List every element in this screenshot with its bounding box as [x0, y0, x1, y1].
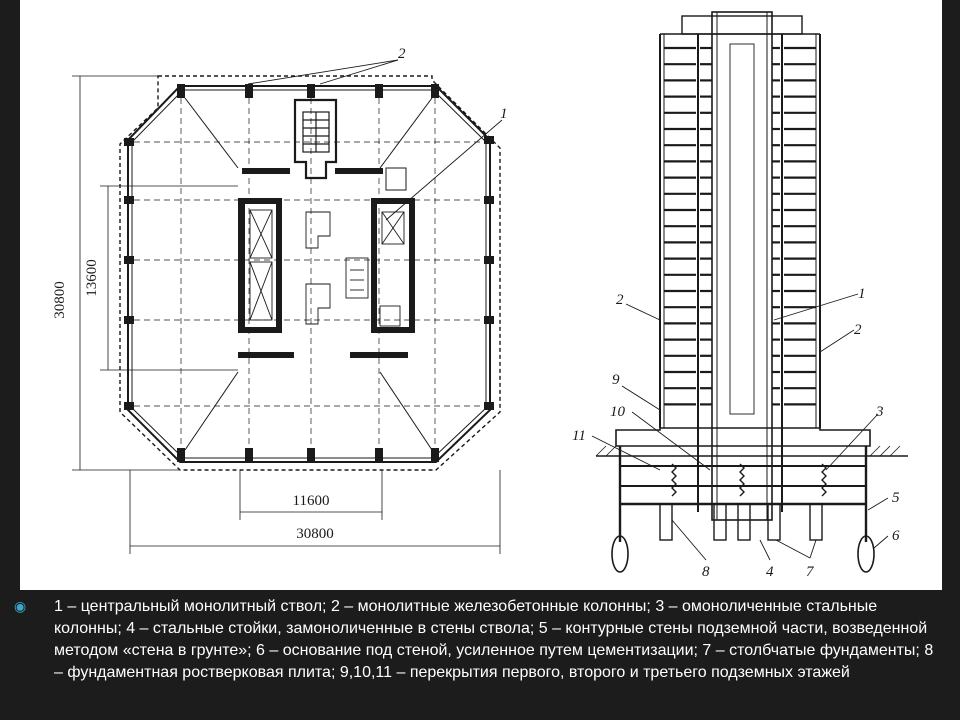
- dim-core-width: 11600: [292, 493, 330, 509]
- figure-panel: [20, 0, 942, 590]
- plan-label-1: 1: [500, 106, 508, 122]
- section-label-9: 9: [612, 372, 620, 388]
- section-label-10: 10: [610, 404, 625, 420]
- bullet-icon: ◉: [14, 598, 27, 614]
- building-section: [660, 12, 820, 520]
- section-label-1: 1: [858, 286, 866, 302]
- caption-text: 1 – центральный монолитный ствол; 2 – монолитные железобетонные колонны; 3 – омоноличенные стальные колонны; 4 – стальные стойки, замоноличенные в стены ствола; 5 – контурные стены подземной части, возведенной методом «стена в грунте»; 6 – основание под стеной, усиленное путем цементизации; 7 – столбчатые фундаменты; 8 – фундаментная ростверковая плита; 9,10,11 – перекрытия первого, второго и третьего подземных этажей: [54, 598, 934, 681]
- section-label-7: 7: [806, 564, 814, 580]
- section-label-6: 6: [892, 528, 900, 544]
- section-label-5: 5: [892, 490, 900, 506]
- dim-overall-width: 30800: [296, 526, 334, 542]
- floor-slabs: [664, 48, 816, 404]
- section-label-4: 4: [766, 564, 774, 580]
- dim-core-height: 13600: [84, 259, 100, 297]
- plan-diagonals: [185, 98, 432, 450]
- plan-label-2: 2: [398, 46, 406, 62]
- plan-elevators: [250, 210, 404, 326]
- building-drawing: [20, 0, 942, 590]
- section-label-2-left: 2: [616, 292, 624, 308]
- section-label-8: 8: [702, 564, 710, 580]
- plan-columns: [124, 84, 494, 462]
- section-label-11: 11: [572, 428, 586, 444]
- dim-overall-height: 30800: [52, 281, 68, 319]
- section-label-3: 3: [876, 404, 884, 420]
- plan-core: [238, 168, 415, 358]
- section-label-2-right: 2: [854, 322, 862, 338]
- plan-dim-lines: [72, 76, 500, 554]
- plan-stair-tower: [295, 100, 336, 178]
- plan-grid: [134, 98, 484, 448]
- floor-plan: [72, 60, 502, 554]
